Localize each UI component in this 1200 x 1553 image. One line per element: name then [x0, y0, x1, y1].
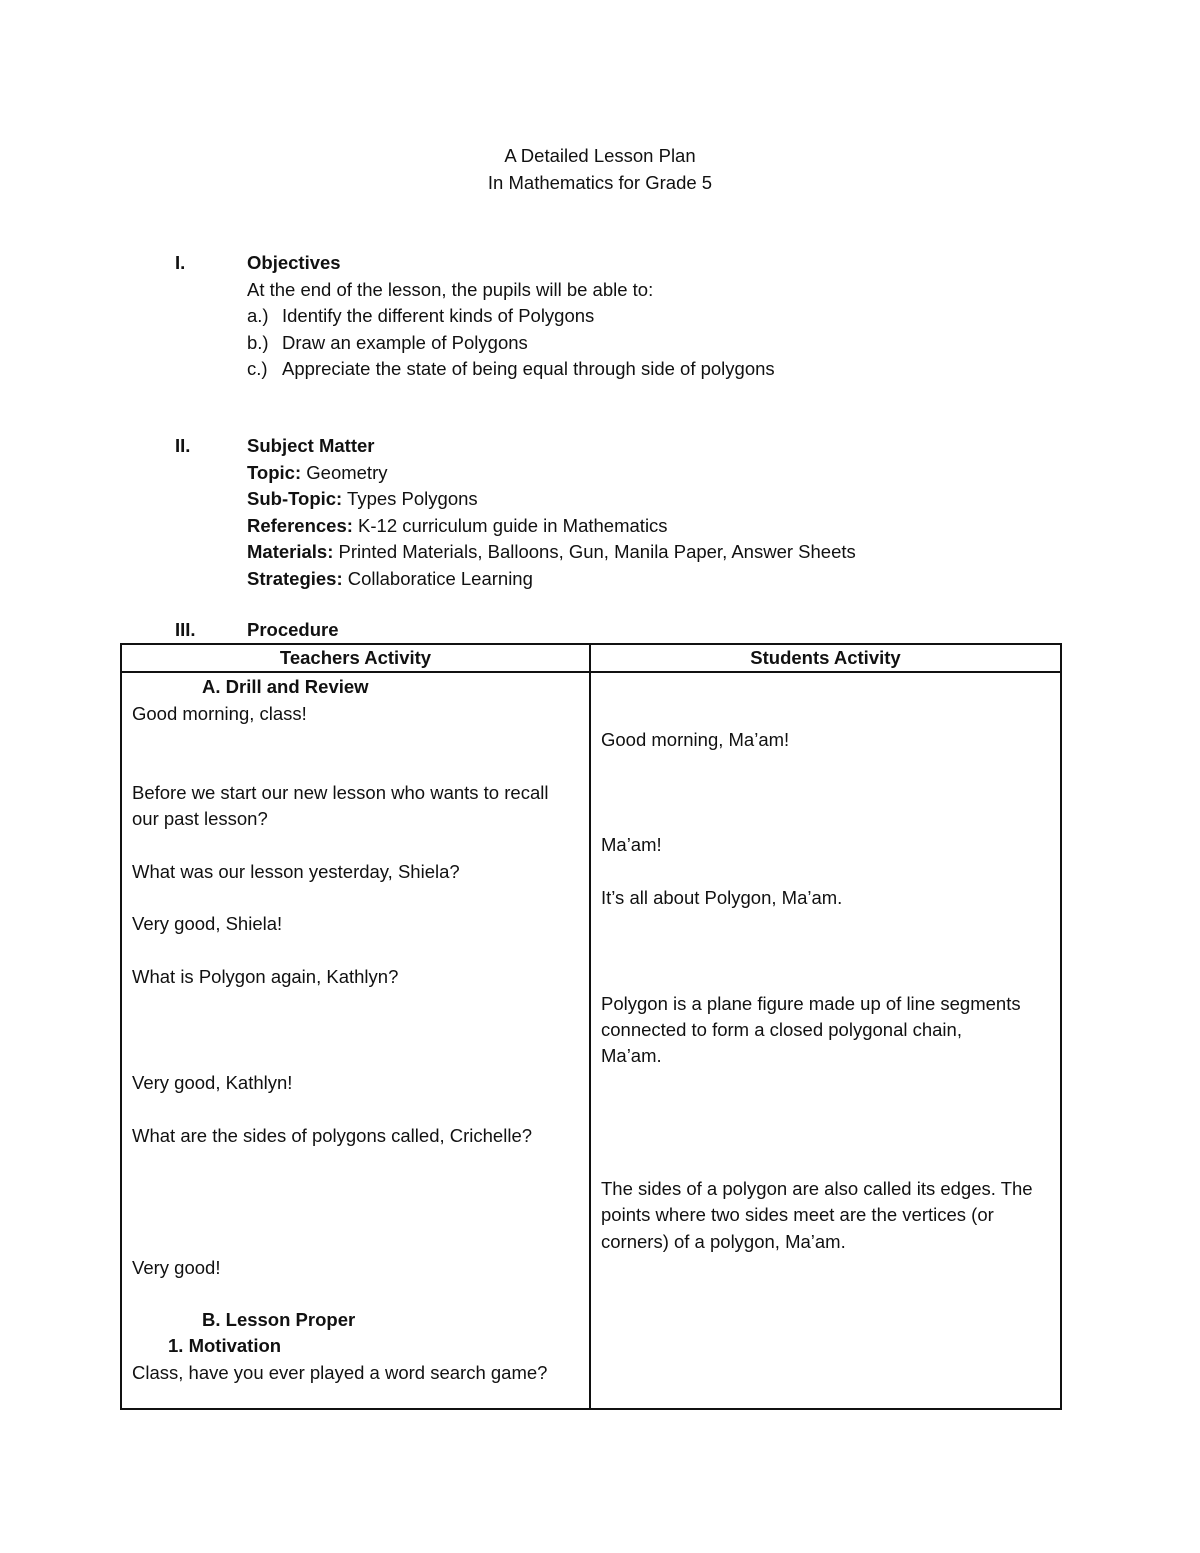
- table-header-row: [121, 644, 1061, 672]
- teacher-line: What was our lesson yesterday, Shiela?: [132, 861, 460, 882]
- field-label: Materials:: [247, 541, 334, 562]
- document-subtitle: In Mathematics for Grade 5: [487, 172, 713, 193]
- teacher-line: Before we start our new lesson who wants to recall: [132, 782, 549, 803]
- field-label: Topic:: [247, 461, 302, 483]
- student-line: Good morning, Ma’am!: [601, 729, 790, 750]
- field-value: K-12 curriculum guide in Mathematics: [352, 514, 668, 536]
- teacher-line: our past lesson?: [132, 808, 268, 829]
- subject-field-topic: [247, 460, 856, 487]
- objective-text: Draw an example of Polygons: [282, 331, 528, 353]
- teacher-line: Very good!: [132, 1257, 221, 1278]
- lesson-proper-heading: B. Lesson Proper: [202, 1309, 356, 1330]
- student-line: connected to form a closed polygonal chain,: [601, 1019, 962, 1040]
- procedure-table: [120, 643, 1062, 1410]
- teacher-line: Good morning, class!: [132, 703, 307, 724]
- objectives-heading: Objectives: [247, 252, 341, 273]
- field-value: Collaboratice Learning: [342, 567, 533, 589]
- procedure-numeral: III.: [175, 619, 196, 640]
- students-activity-cell: [590, 672, 1061, 1409]
- table-row: [121, 672, 1061, 1409]
- objectives-intro: At the end of the lesson, the pupils will be able to:: [247, 278, 654, 300]
- student-line: Polygon is a plane figure made up of line segments: [601, 993, 1021, 1014]
- objective-item: [247, 330, 775, 357]
- objectives-numeral: I.: [175, 252, 186, 273]
- subject-matter-numeral: II.: [175, 435, 191, 456]
- objective-item: [247, 303, 775, 330]
- motivation-heading: 1. Motivation: [168, 1335, 282, 1356]
- teacher-line: Very good, Kathlyn!: [132, 1072, 293, 1093]
- student-line: It’s all about Polygon, Ma’am.: [601, 887, 843, 908]
- field-value: Types Polygons: [342, 488, 478, 509]
- subject-field-subtopic: [247, 486, 856, 513]
- subject-field-materials: [247, 539, 856, 566]
- field-label: Sub-Topic:: [247, 488, 343, 509]
- teacher-line: Very good, Shiela!: [132, 913, 283, 934]
- student-line: The sides of a polygon are also called its edges. The: [601, 1178, 1033, 1199]
- objective-label: c.): [247, 358, 268, 379]
- objective-text: Identify the different kinds of Polygons: [282, 305, 595, 326]
- objective-label: a.): [247, 305, 269, 326]
- teacher-line: What are the sides of polygons called, Crichelle?: [132, 1125, 533, 1146]
- objective-text: Appreciate the state of being equal through side of polygons: [282, 358, 775, 379]
- field-value: Geometry: [301, 461, 388, 483]
- objective-item: [247, 356, 775, 383]
- drill-review-heading: A. Drill and Review: [202, 676, 369, 697]
- subject-field-strategies: [247, 566, 856, 593]
- students-activity-header: Students Activity: [590, 644, 1061, 672]
- field-label: Strategies:: [247, 567, 343, 589]
- student-line: corners) of a polygon, Ma’am.: [601, 1231, 846, 1252]
- student-line: points where two sides meet are the vertices (or: [601, 1204, 994, 1225]
- field-label: References:: [247, 514, 353, 536]
- teachers-activity-cell: [121, 672, 590, 1409]
- objective-label: b.): [247, 331, 269, 353]
- document-title: A Detailed Lesson Plan: [504, 145, 696, 166]
- field-value: Printed Materials, Balloons, Gun, Manila Paper, Answer Sheets: [333, 541, 856, 562]
- teacher-line: Class, have you ever played a word search game?: [132, 1362, 548, 1383]
- student-line: Ma’am!: [601, 834, 662, 855]
- student-line: Ma’am.: [601, 1045, 662, 1066]
- procedure-heading: Procedure: [247, 619, 339, 640]
- teacher-line: What is Polygon again, Kathlyn?: [132, 966, 399, 987]
- subject-field-references: [247, 513, 856, 540]
- teachers-activity-header: Teachers Activity: [121, 644, 590, 672]
- subject-matter-heading: Subject Matter: [247, 435, 375, 456]
